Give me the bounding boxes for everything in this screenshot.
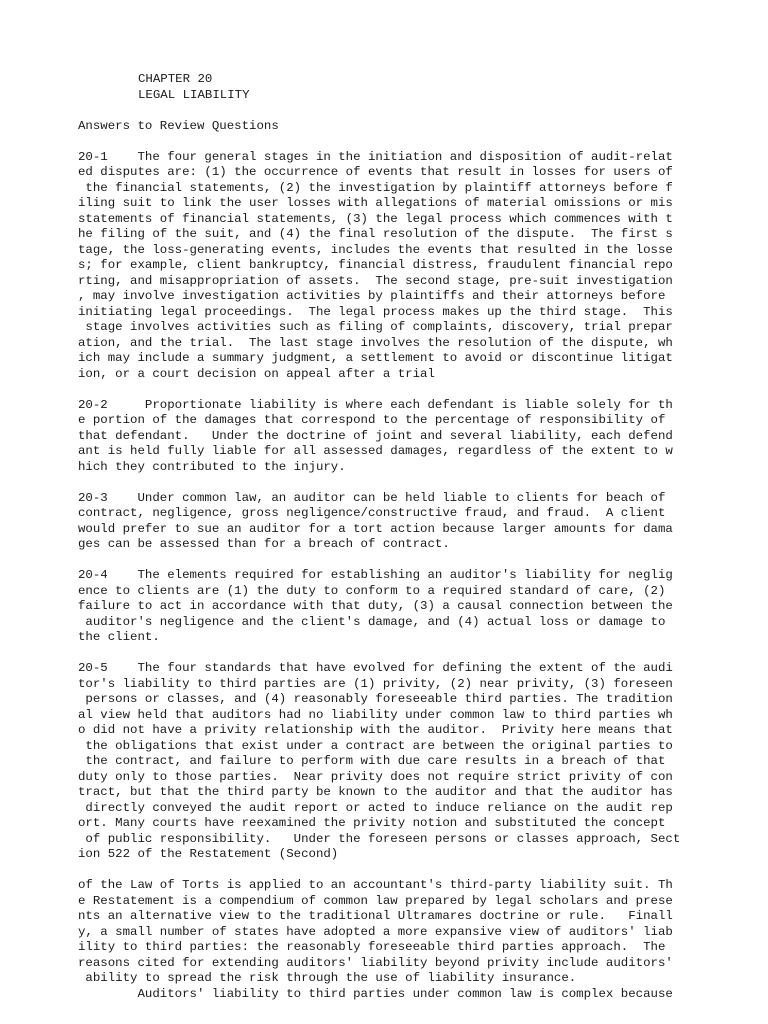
- text-line: tage, the loss-generating events, includes the events that resulted in the losse: [78, 242, 673, 257]
- text-line: e portion of the damages that correspond to the percentage of responsibility of: [78, 413, 666, 427]
- text-line: that defendant. Under the doctrine of joint and several liability, each defend: [78, 428, 673, 443]
- text-line: tor's liability to third parties are (1) privity, (2) near privity, (3) foreseen: [78, 676, 673, 691]
- text-line: failure to act in accordance with that duty, (3) a causal connection between the: [78, 599, 673, 613]
- text-line: ence to clients are (1) the duty to conform to a required standard of care, (2): [78, 583, 666, 598]
- text-line: ion, or a court decision on appeal after a trial: [78, 366, 435, 381]
- text-line: persons or classes, and (4) reasonably foreseeable third parties. The tradition: [78, 692, 673, 706]
- text-line: he filing of the suit, and (4) the final resolution of the dispute. The first s: [78, 227, 673, 241]
- text-line: ed disputes are: (1) the occurrence of events that result in losses for users of: [78, 165, 673, 179]
- text-line: Auditors' liability to third parties under common law is complex because: [78, 986, 673, 1001]
- text-line: tract, but that the third party be known to the auditor and that the auditor has: [78, 785, 673, 799]
- document-page: [78, 72, 698, 1002]
- text-line: ges can be assessed than for a breach of contract.: [78, 537, 450, 551]
- answer-paragraph: [78, 568, 698, 646]
- text-line: ability to spread the risk through the use of liability insurance.: [78, 971, 577, 985]
- text-line: of public responsibility. Under the foreseen persons or classes approach, Sect: [78, 831, 681, 846]
- text-line: directly conveyed the audit report or acted to induce reliance on the audit rep: [78, 800, 673, 815]
- text-line: 20-1 The four general stages in the initiation and disposition of audit-relat: [78, 149, 673, 164]
- text-line: the financial statements, (2) the investigation by plaintiff attorneys before f: [78, 180, 673, 195]
- answer-paragraph: [78, 661, 698, 863]
- text-line: the client.: [78, 630, 160, 644]
- text-line: would prefer to sue an auditor for a tort action because larger amounts for dama: [78, 521, 673, 536]
- text-line: initiating legal proceedings. The legal process makes up the third stage. This: [78, 304, 673, 319]
- text-line: contract, negligence, gross negligence/constructive fraud, and fraud. A client: [78, 506, 666, 520]
- text-line: nts an alternative view to the traditional Ultramares doctrine or rule. Finall: [78, 909, 673, 923]
- text-line: ich may include a summary judgment, a settlement to avoid or discontinue litigat: [78, 351, 673, 365]
- chapter-number: CHAPTER 20: [138, 72, 213, 86]
- answers-body: [78, 150, 698, 1003]
- chapter-title: LEGAL LIABILITY: [138, 87, 250, 102]
- answer-paragraph: [78, 878, 698, 1002]
- text-line: reasons cited for extending auditors' liability beyond privity include auditors': [78, 955, 673, 970]
- text-line: 20-2 Proportionate liability is where each defendant is liable solely for th: [78, 397, 673, 412]
- text-line: ation, and the trial. The last stage involves the resolution of the dispute, wh: [78, 335, 673, 350]
- text-line: of the Law of Torts is applied to an accountant's third-party liability suit. Th: [78, 878, 673, 892]
- text-line: duty only to those parties. Near privity does not require strict privity of con: [78, 769, 673, 784]
- text-line: 20-4 The elements required for establishing an auditor's liability for neglig: [78, 568, 673, 582]
- text-line: s; for example, client bankruptcy, financial distress, fraudulent financial repo: [78, 258, 673, 272]
- text-line: statements of financial statements, (3) the legal process which commences with t: [78, 211, 673, 226]
- answer-paragraph: [78, 150, 698, 383]
- text-line: ility to third parties: the reasonably foreseeable third parties approach. The: [78, 940, 666, 954]
- text-line: ant is held fully liable for all assessed damages, regardless of the extent to w: [78, 444, 673, 458]
- text-line: e Restatement is a compendium of common law prepared by legal scholars and prese: [78, 893, 673, 908]
- answer-paragraph: [78, 491, 698, 553]
- answer-paragraph: [78, 398, 698, 476]
- text-line: iling suit to link the user losses with allegations of material omissions or mis: [78, 196, 673, 210]
- text-line: 20-3 Under common law, an auditor can be held liable to clients for beach of: [78, 490, 666, 505]
- text-line: o did not have a privity relationship with the auditor. Privity here means that: [78, 723, 673, 737]
- section-heading: Answers to Review Questions: [78, 118, 279, 133]
- text-line: , may involve investigation activities by plaintiffs and their attorneys before: [78, 289, 666, 303]
- text-line: ion 522 of the Restatement (Second): [78, 847, 339, 861]
- text-line: al view held that auditors had no liability under common law to third parties wh: [78, 707, 673, 722]
- text-line: hich they contributed to the injury.: [78, 459, 346, 474]
- text-line: y, a small number of states have adopted a more expansive view of auditors' liab: [78, 924, 673, 939]
- text-line: 20-5 The four standards that have evolved for defining the extent of the audi: [78, 661, 673, 675]
- text-line: stage involves activities such as filing of complaints, discovery, trial prepar: [78, 320, 673, 334]
- text-line: the contract, and failure to perform with due care results in a breach of that: [78, 754, 666, 768]
- text-line: auditor's negligence and the client's damage, and (4) actual loss or damage to: [78, 614, 666, 629]
- text-line: rting, and misappropriation of assets. The second stage, pre-suit investigation: [78, 273, 673, 288]
- text-line: ort. Many courts have reexamined the privity notion and substituted the concept: [78, 816, 666, 830]
- text-line: the obligations that exist under a contract are between the original parties to: [78, 738, 673, 753]
